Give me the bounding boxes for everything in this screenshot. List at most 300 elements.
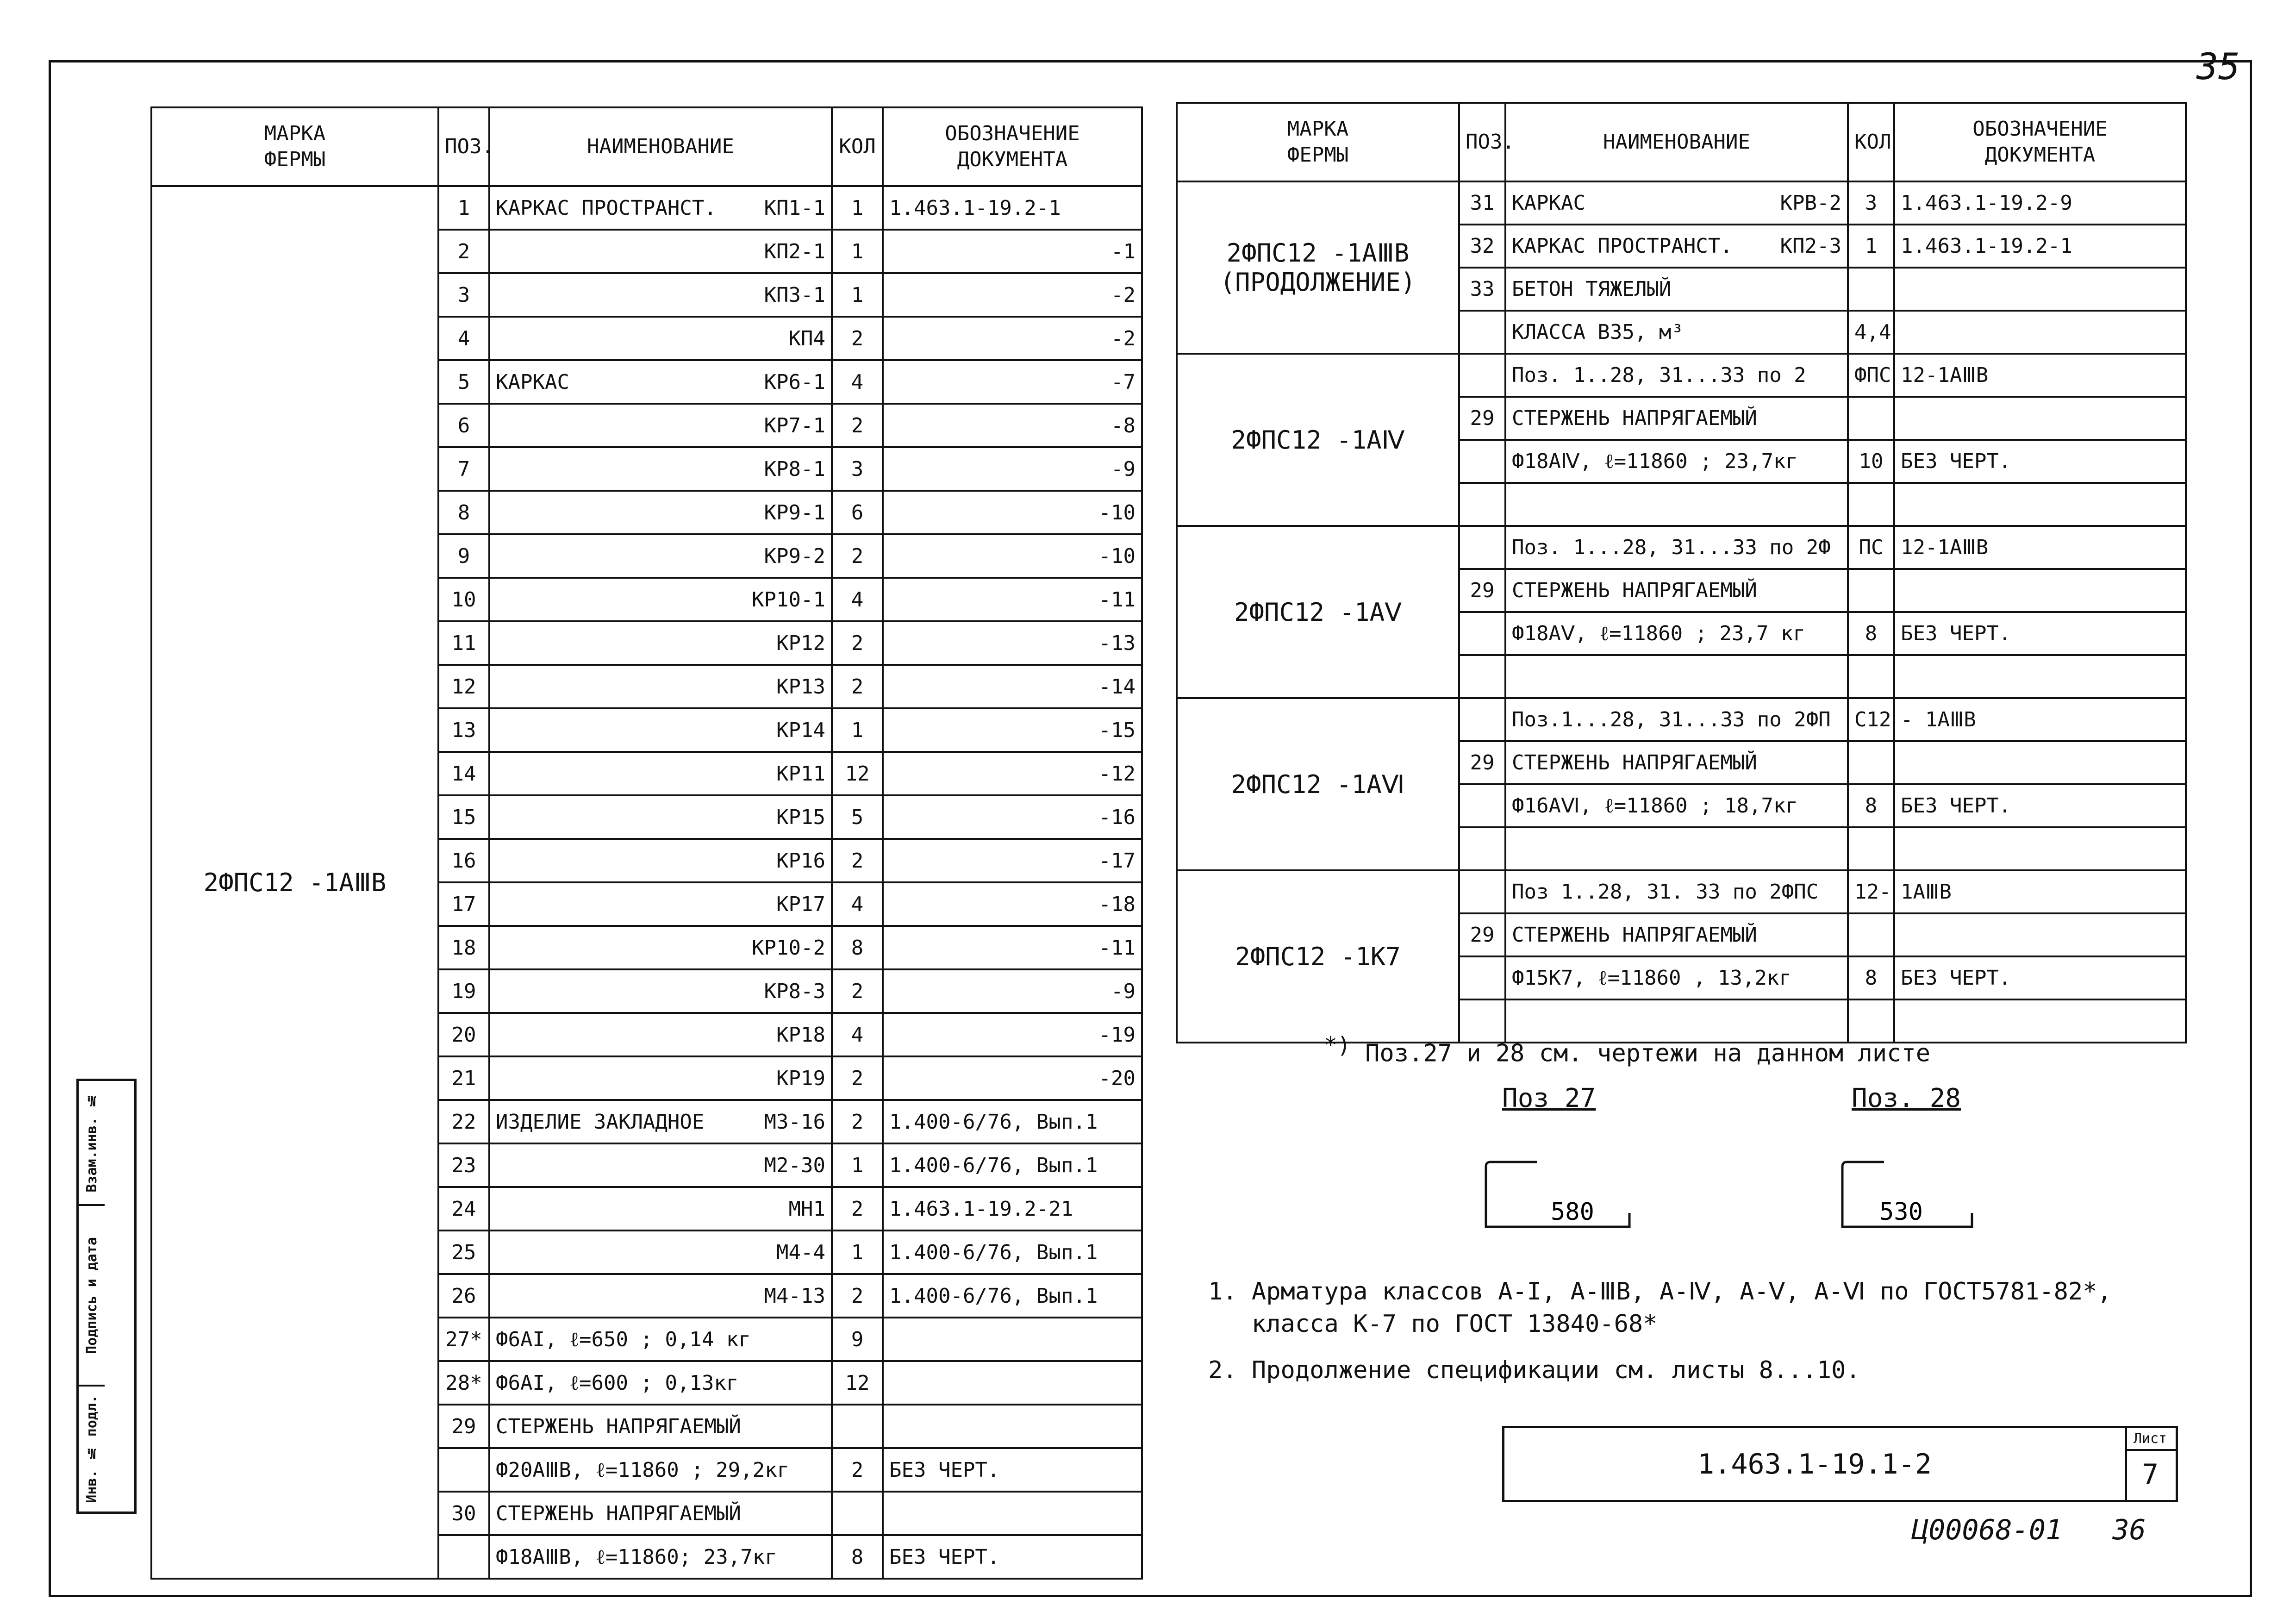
mark-cell: 2ФПС12 -1АⅢВ <box>151 186 438 1579</box>
pos-cell <box>1459 440 1505 483</box>
doc-cell <box>883 1361 1142 1405</box>
qty-cell: 12 <box>832 752 883 795</box>
item-mark: КП3-1 <box>764 283 825 307</box>
header-mark: МАРКА ФЕРМЫ <box>151 107 438 186</box>
doc-cell: 12-1АⅢВ <box>1894 354 2186 397</box>
doc-cell: -16 <box>883 795 1142 839</box>
pos-cell: 4 <box>438 317 489 360</box>
name-cell <box>1505 526 1848 569</box>
page-corner-number: 35 <box>2196 46 2240 88</box>
doc-cell: -15 <box>883 708 1142 752</box>
name-cell <box>1505 483 1848 526</box>
pos-cell <box>1459 354 1505 397</box>
item-mark: КР9-2 <box>764 544 825 568</box>
qty-cell <box>832 1405 883 1448</box>
item-name: СТЕРЖЕНЬ НАПРЯГАЕМЫЙ <box>1512 406 1757 430</box>
qty-cell: 5 <box>832 795 883 839</box>
doc-cell <box>1894 913 2186 956</box>
doc-cell <box>1894 268 2186 311</box>
pos-cell: 31 <box>1459 181 1505 225</box>
item-name: Ф20АⅢВ, ℓ=11860 ; 29,2кг <box>496 1458 790 1482</box>
name-cell <box>1505 440 1848 483</box>
item-name: КЛАССА В35, м³ <box>1512 320 1684 344</box>
pos-cell: 18 <box>438 926 489 969</box>
qty-cell <box>1848 913 1894 956</box>
doc-cell: 1.400-6/76, Вып.1 <box>883 1274 1142 1318</box>
name-cell <box>1505 913 1848 956</box>
pos-cell: 25 <box>438 1230 489 1274</box>
item-mark: М2-30 <box>764 1153 825 1177</box>
doc-cell: БЕЗ ЧЕРТ. <box>883 1448 1142 1492</box>
item-mark: КП2-1 <box>764 239 825 263</box>
pos-cell: 13 <box>438 708 489 752</box>
qty-cell: 3 <box>832 447 883 491</box>
pos-cell: 11 <box>438 621 489 665</box>
pos-cell <box>1459 870 1505 913</box>
doc-cell: 1.463.1-19.2-1 <box>1894 225 2186 268</box>
mark-cell: 2ФПС12 -1АⅣ <box>1177 354 1459 526</box>
pos-cell: 10 <box>438 578 489 621</box>
name-cell <box>1505 741 1848 784</box>
pos-cell: 29 <box>1459 397 1505 440</box>
qty-cell: 1 <box>832 230 883 273</box>
item-mark: КР19 <box>776 1066 825 1090</box>
doc-cell: 1АⅢВ <box>1894 870 2186 913</box>
qty-cell: ПС <box>1848 526 1894 569</box>
pos-cell <box>438 1535 489 1579</box>
qty-cell: 2 <box>832 1448 883 1492</box>
doc-cell: -10 <box>883 534 1142 578</box>
item-name: КАРКАС <box>496 370 569 394</box>
item-mark: КР9-1 <box>764 500 825 525</box>
pos-cell: 29 <box>1459 913 1505 956</box>
pos-cell <box>1459 655 1505 698</box>
item-mark: КР17 <box>776 892 825 916</box>
mark-cell: 2ФПС12 -1АⅢВ (ПРОДОЛЖЕНИЕ) <box>1177 181 1459 354</box>
poz27-bar-sketch <box>1481 1157 1648 1250</box>
name-cell <box>489 578 832 621</box>
item-mark: М4-4 <box>776 1240 825 1264</box>
name-cell <box>489 230 832 273</box>
doc-cell: БЕЗ ЧЕРТ. <box>1894 784 2186 827</box>
pos-cell: 29 <box>438 1405 489 1448</box>
name-cell <box>1505 655 1848 698</box>
item-mark: КР10-1 <box>752 587 825 612</box>
item-mark: КР8-3 <box>764 979 825 1003</box>
doc-cell: 1.463.1-19.2-9 <box>1894 181 2186 225</box>
table-row <box>1177 354 2186 397</box>
footnote-mark: *) <box>1324 1032 1351 1058</box>
doc-cell <box>1894 569 2186 612</box>
doc-cell: 1.463.1-19.2-1 <box>883 186 1142 230</box>
item-name: КАРКАС ПРОСТРАНСТ. <box>1512 234 1733 258</box>
name-cell <box>489 1143 832 1187</box>
name-cell <box>489 1361 832 1405</box>
pos-cell: 6 <box>438 404 489 447</box>
qty-cell: 8 <box>832 926 883 969</box>
doc-cell: -10 <box>883 491 1142 534</box>
item-name: Поз 1..28, 31. 33 по 2ФПС <box>1512 880 1819 904</box>
name-cell <box>489 621 832 665</box>
qty-cell <box>1848 655 1894 698</box>
item-name: Ф6АI, ℓ=600 ; 0,13кг <box>496 1371 739 1395</box>
qty-cell: 8 <box>1848 956 1894 999</box>
doc-cell <box>1894 999 2186 1043</box>
item-mark: М3-16 <box>764 1110 825 1134</box>
item-mark: КР15 <box>776 805 825 829</box>
item-name: СТЕРЖЕНЬ НАПРЯГАЕМЫЙ <box>496 1501 741 1525</box>
header-qty: КОЛ <box>1848 103 1894 181</box>
name-cell <box>489 752 832 795</box>
pos-cell: 19 <box>438 969 489 1013</box>
qty-cell: 1 <box>832 273 883 317</box>
item-name: Поз. 1..28, 31...33 по 2 <box>1512 363 1806 387</box>
item-mark: КП1-1 <box>764 196 825 220</box>
name-cell <box>1505 956 1848 999</box>
item-mark: КР8-1 <box>764 457 825 481</box>
pos-cell: 32 <box>1459 225 1505 268</box>
pos-cell: 30 <box>438 1492 489 1535</box>
name-cell <box>1505 268 1848 311</box>
header-pos: ПОЗ. <box>438 107 489 186</box>
pos-cell <box>1459 612 1505 655</box>
table-row <box>151 186 1142 230</box>
name-cell <box>489 1230 832 1274</box>
footnote-text: Поз.27 и 28 см. чертежи на данном листе <box>1365 1039 1931 1068</box>
pos-cell: 12 <box>438 665 489 708</box>
pos-cell <box>1459 956 1505 999</box>
qty-cell: 1 <box>832 1230 883 1274</box>
doc-cell <box>883 1492 1142 1535</box>
doc-cell: -8 <box>883 404 1142 447</box>
doc-cell: -19 <box>883 1013 1142 1056</box>
header-mark: МАРКА ФЕРМЫ <box>1177 103 1459 181</box>
doc-cell <box>1894 311 2186 354</box>
item-name: СТЕРЖЕНЬ НАПРЯГАЕМЫЙ <box>496 1414 741 1438</box>
name-cell <box>489 1492 832 1535</box>
item-mark: КР16 <box>776 849 825 873</box>
left-spec-table <box>150 106 1143 1580</box>
pos-cell: 21 <box>438 1056 489 1100</box>
header-qty: КОЛ <box>832 107 883 186</box>
item-name: КАРКАС <box>1512 191 1585 215</box>
pos-cell <box>438 1448 489 1492</box>
qty-cell <box>1848 268 1894 311</box>
header-name: НАИМЕНОВАНИЕ <box>1505 103 1848 181</box>
item-name: Ф18АⅤ, ℓ=11860 ; 23,7 кг <box>1512 622 1805 645</box>
document-code: 1.463.1-19.1-2 <box>1504 1428 2127 1500</box>
qty-cell <box>832 1492 883 1535</box>
pos-cell: 29 <box>1459 569 1505 612</box>
item-mark: КР6-1 <box>764 370 825 394</box>
footnote <box>1324 1032 1930 1067</box>
pos-cell: 8 <box>438 491 489 534</box>
name-cell <box>489 708 832 752</box>
qty-cell: 2 <box>832 621 883 665</box>
doc-cell: -11 <box>883 578 1142 621</box>
name-cell <box>489 882 832 926</box>
name-cell <box>1505 784 1848 827</box>
note-2: 2. Продолжение спецификации см. листы 8...10. <box>1208 1356 1860 1384</box>
name-cell <box>489 447 832 491</box>
qty-cell: 10 <box>1848 440 1894 483</box>
qty-cell: 4,4 <box>1848 311 1894 354</box>
table-row <box>1177 181 2186 225</box>
name-cell <box>489 317 832 360</box>
header-doc: ОБОЗНАЧЕНИЕ ДОКУМЕНТА <box>883 107 1142 186</box>
note-1-cont: класса К-7 по ГОСТ 13840-68* <box>1208 1310 1658 1338</box>
doc-cell: БЕЗ ЧЕРТ. <box>1894 440 2186 483</box>
item-name: Ф16АⅥ, ℓ=11860 ; 18,7кг <box>1512 794 1798 818</box>
qty-cell <box>1848 741 1894 784</box>
pos-cell: 14 <box>438 752 489 795</box>
doc-cell: 1.400-6/76, Вып.1 <box>883 1230 1142 1274</box>
qty-cell: 1 <box>832 708 883 752</box>
qty-cell: С12 <box>1848 698 1894 741</box>
item-mark: МН1 <box>788 1197 825 1221</box>
item-name: Ф18АⅢВ, ℓ=11860; 23,7кг <box>496 1545 777 1569</box>
mark-cell: 2ФПС12 -1АⅤ <box>1177 526 1459 698</box>
qty-cell <box>1848 483 1894 526</box>
table-row <box>1177 870 2186 913</box>
doc-cell: 1.463.1-19.2-21 <box>883 1187 1142 1230</box>
name-cell <box>489 360 832 404</box>
name-cell <box>489 795 832 839</box>
pos-cell: 33 <box>1459 268 1505 311</box>
pos-cell: 16 <box>438 839 489 882</box>
right-header-row <box>1177 103 2186 181</box>
qty-cell: 8 <box>832 1535 883 1579</box>
poz27-dim: 580 <box>1551 1198 1594 1226</box>
doc-cell <box>1894 397 2186 440</box>
name-cell <box>489 1448 832 1492</box>
right-spec-table <box>1176 102 2187 1043</box>
pos-cell <box>1459 698 1505 741</box>
item-mark: КР10-2 <box>752 936 825 960</box>
name-cell <box>1505 870 1848 913</box>
qty-cell: ФПС <box>1848 354 1894 397</box>
doc-cell: -14 <box>883 665 1142 708</box>
sidebar-stamp <box>76 1079 137 1514</box>
pos-cell <box>1459 483 1505 526</box>
item-mark: КР11 <box>776 762 825 786</box>
pos-cell <box>1459 827 1505 870</box>
name-cell <box>489 1318 832 1361</box>
qty-cell: 2 <box>832 1056 883 1100</box>
doc-cell: -18 <box>883 882 1142 926</box>
name-cell <box>1505 569 1848 612</box>
item-name: Ф6АI, ℓ=650 ; 0,14 кг <box>496 1327 751 1351</box>
doc-cell: -17 <box>883 839 1142 882</box>
doc-cell: 12-1АⅢВ <box>1894 526 2186 569</box>
name-cell <box>1505 397 1848 440</box>
name-cell <box>489 1187 832 1230</box>
header-name: НАИМЕНОВАНИЕ <box>489 107 832 186</box>
name-cell <box>489 665 832 708</box>
qty-cell: 8 <box>1848 784 1894 827</box>
qty-cell: 2 <box>832 839 883 882</box>
name-cell <box>1505 181 1848 225</box>
pos-cell: 15 <box>438 795 489 839</box>
item-name: ИЗДЕЛИЕ ЗАКЛАДНОЕ <box>496 1110 705 1134</box>
poz28-dim: 530 <box>1879 1198 1923 1226</box>
name-cell <box>1505 354 1848 397</box>
pos-cell: 5 <box>438 360 489 404</box>
qty-cell: 2 <box>832 1187 883 1230</box>
doc-cell: -9 <box>883 447 1142 491</box>
name-cell <box>1505 612 1848 655</box>
name-cell <box>489 186 832 230</box>
note-1: 1. Арматура классов А-I, А-ⅢВ, А-Ⅳ, А-Ⅴ, А-Ⅵ по ГОСТ5781-82*, <box>1208 1278 2112 1305</box>
doc-cell <box>1894 483 2186 526</box>
qty-cell: 1 <box>1848 225 1894 268</box>
item-mark: КР7-1 <box>764 413 825 437</box>
qty-cell: 12 <box>832 1361 883 1405</box>
name-cell <box>1505 698 1848 741</box>
item-mark: КР18 <box>776 1023 825 1047</box>
item-mark: КР13 <box>776 675 825 699</box>
qty-cell: 8 <box>1848 612 1894 655</box>
doc-cell: -7 <box>883 360 1142 404</box>
item-mark: КП4 <box>788 326 825 350</box>
item-name: Поз. 1...28, 31...33 по 2Ф <box>1512 536 1831 559</box>
pos-cell <box>1459 784 1505 827</box>
name-cell <box>489 404 832 447</box>
name-cell <box>489 926 832 969</box>
pos-cell: 27* <box>438 1318 489 1361</box>
pos-cell: 20 <box>438 1013 489 1056</box>
pos-cell <box>1459 526 1505 569</box>
doc-cell <box>1894 741 2186 784</box>
name-cell <box>489 1535 832 1579</box>
name-cell <box>1505 225 1848 268</box>
qty-cell: 9 <box>832 1318 883 1361</box>
pos-cell: 17 <box>438 882 489 926</box>
sidebar-zam: Взам.инв. № <box>79 1081 105 1206</box>
doc-cell: -11 <box>883 926 1142 969</box>
pos-cell: 23 <box>438 1143 489 1187</box>
doc-cell: БЕЗ ЧЕРТ. <box>1894 612 2186 655</box>
pos-cell: 26 <box>438 1274 489 1318</box>
qty-cell <box>1848 397 1894 440</box>
sheet-number: 7 <box>2141 1458 2159 1491</box>
pos-cell: 24 <box>438 1187 489 1230</box>
pos-cell: 7 <box>438 447 489 491</box>
doc-cell: 1.400-6/76, Вып.1 <box>883 1100 1142 1143</box>
doc-cell: -2 <box>883 273 1142 317</box>
archive-number: Ц00068-01 36 <box>1912 1514 2146 1546</box>
qty-cell: 2 <box>832 665 883 708</box>
poz27-label: Поз 27 <box>1502 1083 1596 1113</box>
item-mark: КП2-3 <box>1780 234 1841 258</box>
item-mark: М4-13 <box>764 1284 825 1308</box>
doc-cell: -1 <box>883 230 1142 273</box>
qty-cell <box>1848 569 1894 612</box>
name-cell <box>489 534 832 578</box>
name-cell <box>1505 827 1848 870</box>
qty-cell: 1 <box>832 1143 883 1187</box>
pos-cell: 22 <box>438 1100 489 1143</box>
qty-cell: 2 <box>832 404 883 447</box>
doc-cell: - 1АⅢВ <box>1894 698 2186 741</box>
header-pos: ПОЗ. <box>1459 103 1505 181</box>
doc-cell: БЕЗ ЧЕРТ. <box>1894 956 2186 999</box>
doc-cell <box>1894 655 2186 698</box>
name-cell <box>489 1100 832 1143</box>
name-cell <box>489 491 832 534</box>
doc-cell: -12 <box>883 752 1142 795</box>
name-cell <box>489 1013 832 1056</box>
qty-cell: 4 <box>832 1013 883 1056</box>
item-name: Ф15К7, ℓ=11860 , 13,2кг <box>1512 966 1791 990</box>
item-name: СТЕРЖЕНЬ НАПРЯГАЕМЫЙ <box>1512 923 1757 947</box>
pos-cell: 2 <box>438 230 489 273</box>
item-name: СТЕРЖЕНЬ НАПРЯГАЕМЫЙ <box>1512 579 1757 602</box>
table-row <box>1177 698 2186 741</box>
qty-cell: 2 <box>832 969 883 1013</box>
qty-cell: 2 <box>832 534 883 578</box>
left-header-row <box>151 107 1142 186</box>
sheet-label: Лист <box>2125 1428 2176 1451</box>
qty-cell: 2 <box>832 1274 883 1318</box>
item-mark: КР14 <box>776 718 825 742</box>
item-mark: КРВ-2 <box>1780 191 1841 215</box>
poz28-bar-sketch <box>1833 1157 2000 1250</box>
name-cell <box>1505 311 1848 354</box>
qty-cell: 4 <box>832 360 883 404</box>
pos-cell: 1 <box>438 186 489 230</box>
qty-cell <box>1848 827 1894 870</box>
doc-cell: -2 <box>883 317 1142 360</box>
doc-cell: -9 <box>883 969 1142 1013</box>
name-cell <box>489 1274 832 1318</box>
pos-cell: 28* <box>438 1361 489 1405</box>
pos-cell: 29 <box>1459 741 1505 784</box>
doc-cell: -13 <box>883 621 1142 665</box>
mark-cell: 2ФПС12 -1К7 <box>1177 870 1459 1043</box>
item-name: БЕТОН ТЯЖЕЛЫЙ <box>1512 277 1672 301</box>
pos-cell <box>1459 311 1505 354</box>
doc-cell: -20 <box>883 1056 1142 1100</box>
name-cell <box>489 969 832 1013</box>
sidebar-inv: Инв. № подл. <box>83 1395 100 1503</box>
qty-cell: 12- <box>1848 870 1894 913</box>
sidebar-sign: Подпись и дата <box>79 1206 105 1387</box>
item-name: СТЕРЖЕНЬ НАПРЯГАЕМЫЙ <box>1512 751 1757 775</box>
qty-cell: 4 <box>832 882 883 926</box>
item-name: Ф18АⅣ, ℓ=11860 ; 23,7кг <box>1512 450 1798 473</box>
name-cell <box>489 1056 832 1100</box>
doc-cell: БЕЗ ЧЕРТ. <box>883 1535 1142 1579</box>
item-mark: КР12 <box>776 631 825 655</box>
header-doc: ОБОЗНАЧЕНИЕ ДОКУМЕНТА <box>1894 103 2186 181</box>
table-row <box>1177 526 2186 569</box>
qty-cell: 6 <box>832 491 883 534</box>
title-block <box>1502 1426 2178 1502</box>
item-name: Поз.1...28, 31...33 по 2ФП <box>1512 708 1831 731</box>
pos-cell: 9 <box>438 534 489 578</box>
qty-cell: 4 <box>832 578 883 621</box>
doc-cell <box>1894 827 2186 870</box>
item-name: КАРКАС ПРОСТРАНСТ. <box>496 196 717 220</box>
qty-cell: 1 <box>832 186 883 230</box>
doc-cell <box>883 1318 1142 1361</box>
qty-cell: 2 <box>832 1100 883 1143</box>
mark-cell: 2ФПС12 -1АⅥ <box>1177 698 1459 870</box>
qty-cell: 3 <box>1848 181 1894 225</box>
doc-cell: 1.400-6/76, Вып.1 <box>883 1143 1142 1187</box>
name-cell <box>489 839 832 882</box>
